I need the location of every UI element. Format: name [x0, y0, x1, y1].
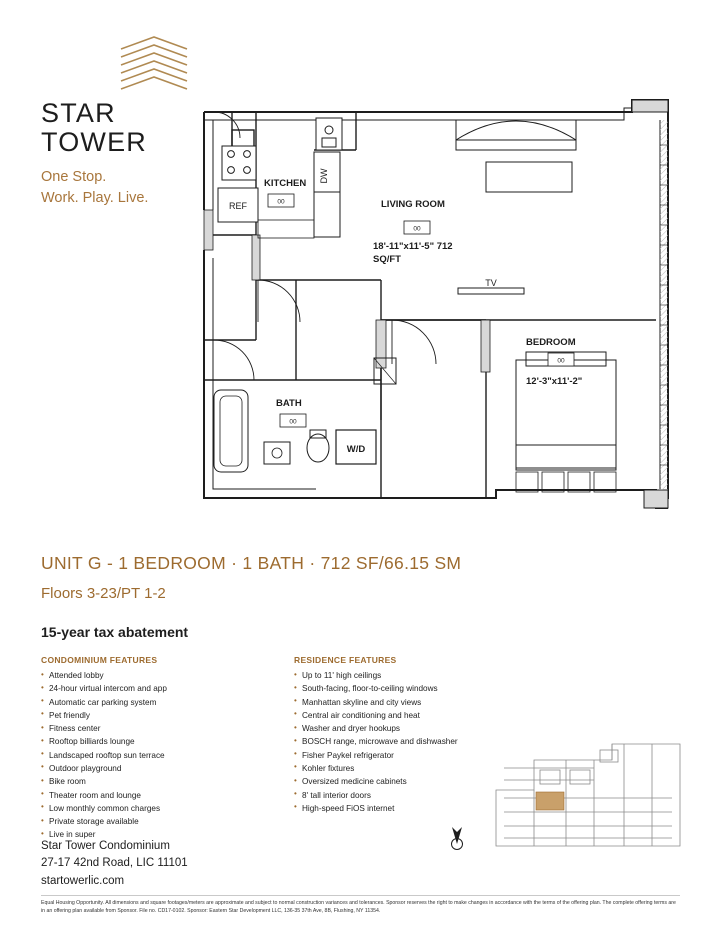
list-item: • BOSCH range, microwave and dishwasher — [294, 735, 594, 748]
list-item: • Attended lobby — [41, 669, 256, 682]
list-item: • Fisher Paykel refrigerator — [294, 749, 594, 762]
north-arrow-icon — [446, 825, 468, 851]
room-dims-living-2: SQ/FT — [373, 254, 401, 265]
room-tag-bedroom: 00 — [557, 357, 565, 365]
unit-title: UNIT G - 1 BEDROOM · 1 BATH · 712 SF/66.15 SM — [41, 553, 462, 573]
unit-floors: Floors 3-23/PT 1-2 — [41, 585, 166, 602]
brand-tagline-line2: Work. Play. Live. — [41, 190, 149, 207]
room-label-living: LIVING ROOM — [381, 199, 445, 210]
list-item: • Rooftop billiards lounge — [41, 735, 256, 748]
condominium-features-heading: CONDOMINIUM FEATURES — [41, 655, 158, 665]
star-tower-chevron-logo-icon — [119, 35, 189, 93]
list-item: • Live in super — [41, 828, 256, 841]
list-item: • Landscaped rooftop sun terrace — [41, 749, 256, 762]
footer-divider — [41, 895, 680, 896]
room-label-bath: BATH — [276, 398, 302, 409]
list-item: • Fitness center — [41, 722, 256, 735]
address-line1: Star Tower Condominium — [41, 840, 170, 852]
list-item: • Washer and dryer hookups — [294, 722, 594, 735]
address-block — [41, 838, 188, 890]
appliance-label-wd: W/D — [346, 444, 366, 455]
list-item: • Low monthly common charges — [41, 802, 256, 815]
room-dims-living: 18'-11"x11'-5" 712 — [373, 241, 453, 252]
brand-tagline-line1: One Stop. — [41, 169, 107, 186]
room-label-kitchen: KITCHEN — [264, 178, 307, 189]
list-item: • Bike room — [41, 775, 256, 788]
list-item: • Pet friendly — [41, 709, 256, 722]
list-item: • Kohler fixtures — [294, 762, 594, 775]
list-item: • Outdoor playground — [41, 762, 256, 775]
room-tag-kitchen: 00 — [277, 198, 285, 206]
tax-abatement-note: 15-year tax abatement — [41, 624, 189, 640]
website-link[interactable]: startowerlic.com — [41, 874, 125, 887]
list-item: • Oversized medicine cabinets — [294, 775, 594, 788]
appliance-label-tv: TV — [485, 278, 497, 288]
list-item: • Central air conditioning and heat — [294, 709, 594, 722]
address-line2: 27-17 42nd Road, LIC 11101 — [41, 857, 188, 870]
appliance-label-ref: REF — [229, 201, 247, 211]
brand-logo-block — [41, 35, 201, 209]
appliance-label-dw: DW — [319, 168, 329, 184]
list-item: • Up to 11' high ceilings — [294, 669, 594, 682]
list-item: • Automatic car parking system — [41, 696, 256, 709]
floorplan-drawing — [196, 90, 696, 520]
key-plan-diagram — [474, 742, 682, 848]
list-item: • 24-hour virtual intercom and app — [41, 682, 256, 695]
list-item: • Manhattan skyline and city views — [294, 696, 594, 709]
residence-features-heading: RESIDENCE FEATURES — [294, 655, 397, 665]
list-item: • Theater room and lounge — [41, 789, 256, 802]
condominium-features-list — [41, 669, 256, 842]
room-tag-living: 00 — [413, 225, 421, 233]
list-item: • South-facing, floor-to-ceiling windows — [294, 682, 594, 695]
footer-disclaimer: Equal Housing Opportunity. All dimensions and square footages/meters are approximate and subject to normal construction variances and tolerances. Sponsor reserves the right to make changes in accordance with the terms of the offering plan. The complete offering terms are in an offering plan available from Sponsor. File no. CD17-0102. Sponsor: Eastern Star Development LLC, 136-35 37th Ave, 8B, Flushing, NY 11354. — [41, 900, 676, 914]
room-label-bedroom: BEDROOM — [526, 337, 576, 348]
list-item: • 8' tall interior doors — [294, 789, 594, 802]
list-item: • High-speed FiOS internet — [294, 802, 594, 815]
room-tag-bath: 00 — [289, 418, 297, 426]
brand-name-line2: TOWER — [41, 127, 147, 158]
brand-name-line1: STAR — [41, 98, 116, 128]
list-item: • Private storage available — [41, 815, 256, 828]
room-dims-bedroom: 12'-3"x11'-2" — [526, 376, 583, 387]
condominium-features-column — [41, 655, 256, 842]
